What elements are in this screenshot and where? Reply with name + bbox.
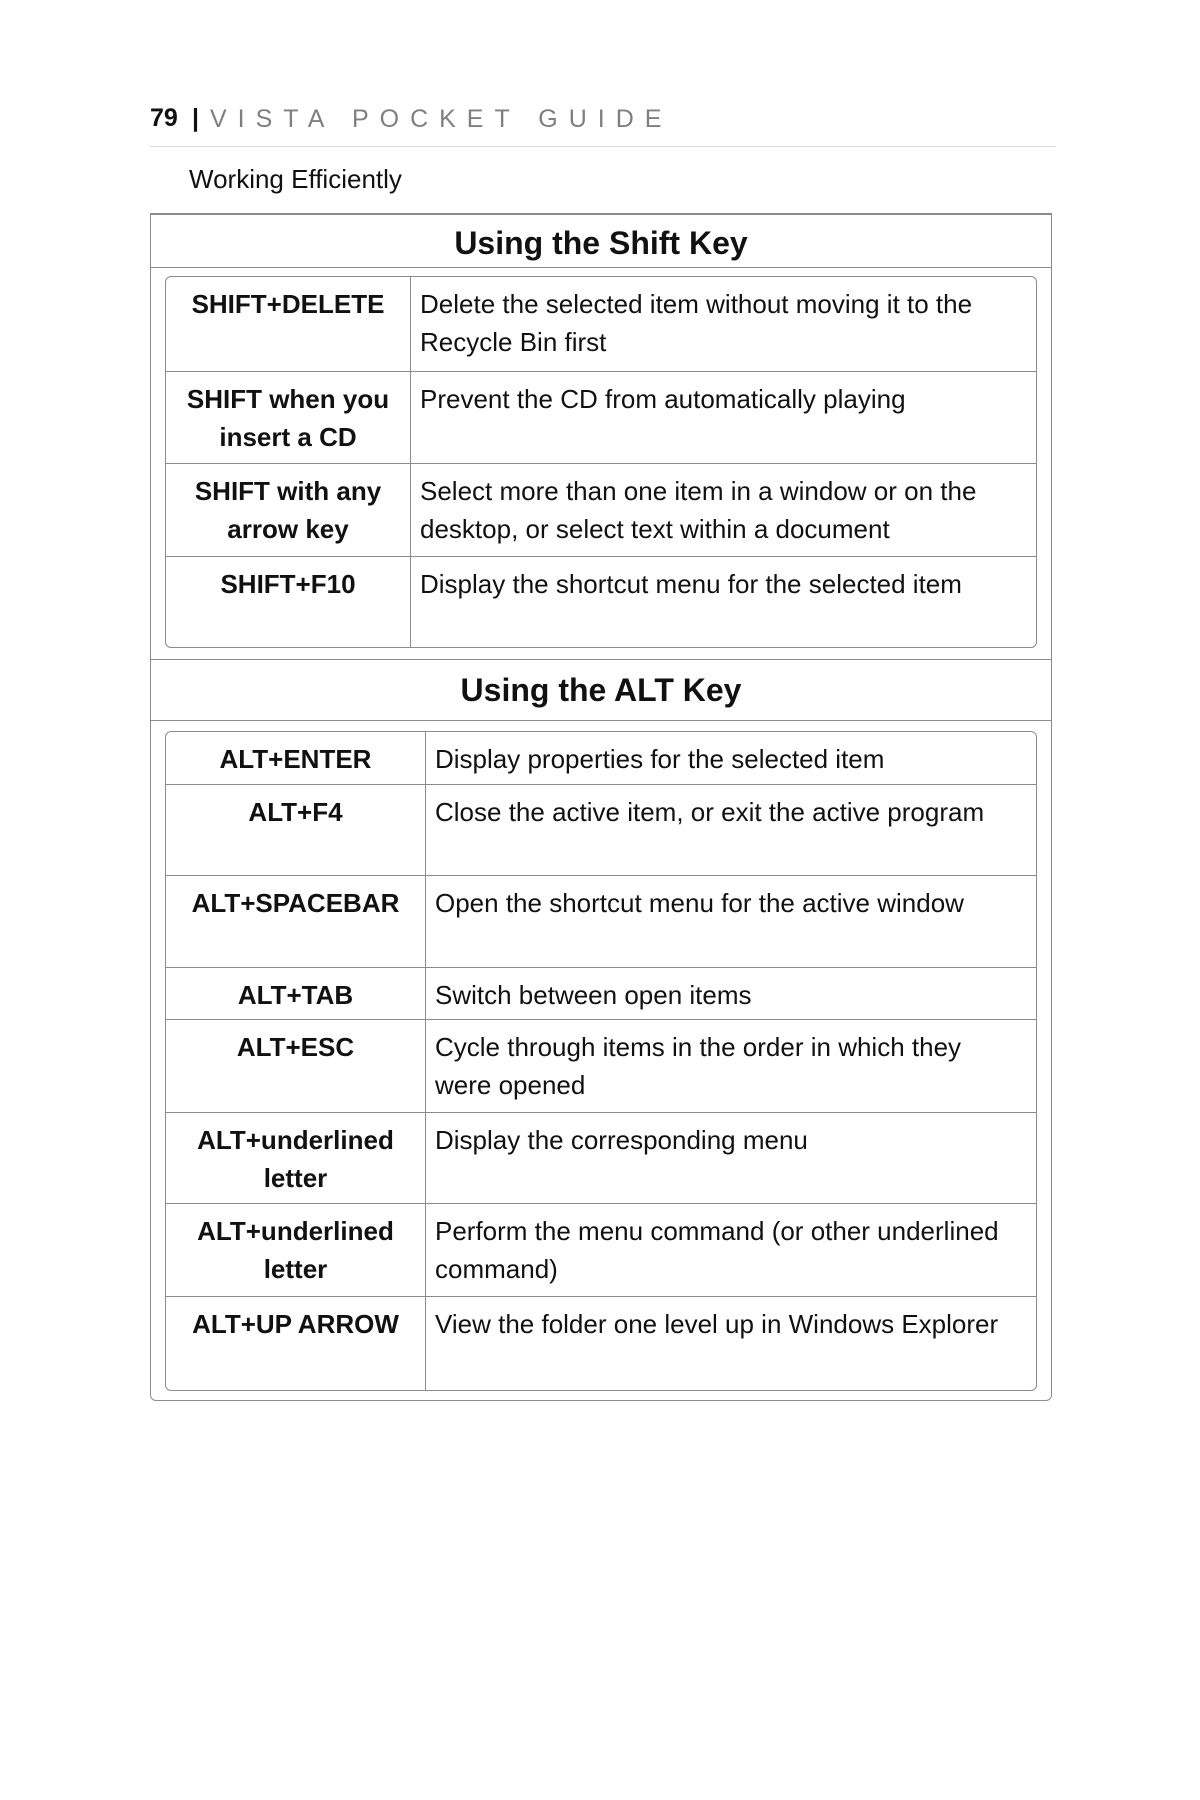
alt-section-title: Using the ALT Key: [460, 672, 742, 708]
divider: [151, 720, 1051, 721]
table-row: [166, 1019, 1036, 1112]
shortcut-description: Close the active item, or exit the active program: [425, 785, 1036, 875]
table-row: [166, 556, 1036, 648]
shortcut-description: Select more than one item in a window or on the desktop, or select text within a document: [410, 464, 1036, 556]
shortcut-key: SHIFT when you insert a CD: [186, 384, 390, 452]
divider: [151, 659, 1051, 660]
shortcut-key: ALT+underlined letter: [197, 1216, 394, 1284]
book-title: VISTA POCKET GUIDE: [210, 105, 673, 133]
page-header: [150, 100, 1056, 147]
table-row: [166, 1203, 1036, 1296]
shortcut-key: ALT+underlined letter: [197, 1125, 394, 1193]
table-row: [166, 732, 1036, 784]
shortcut-description: View the folder one level up in Windows Explorer: [425, 1297, 1036, 1391]
shortcut-key: ALT+SPACEBAR: [191, 888, 400, 918]
shift-section-title: Using the Shift Key: [454, 225, 748, 261]
shortcut-key: ALT+ESC: [236, 1032, 355, 1062]
shortcut-key: SHIFT with any arrow key: [194, 476, 382, 544]
page-number: 79: [150, 104, 178, 132]
shortcut-key: SHIFT+F10: [220, 569, 356, 599]
shortcut-description: Display the shortcut menu for the selected item: [410, 557, 1036, 648]
shortcut-key: ALT+ENTER: [219, 744, 372, 774]
shortcut-description: Cycle through items in the order in which they were opened: [425, 1020, 1036, 1112]
table-row: [166, 1296, 1036, 1391]
alt-key-table: [165, 731, 1037, 1391]
shift-key-table: [165, 276, 1037, 648]
shortcut-description: Prevent the CD from automatically playing: [410, 372, 1036, 463]
table-row: [166, 967, 1036, 1019]
table-row: [166, 1112, 1036, 1203]
shortcut-description: Switch between open items: [425, 968, 1036, 1019]
shortcut-description: Display properties for the selected item: [425, 732, 1036, 784]
shortcut-description: Perform the menu command (or other underlined command): [425, 1204, 1036, 1296]
table-row: [166, 371, 1036, 463]
shortcut-key: ALT+UP ARROW: [192, 1309, 399, 1339]
table-row: [166, 277, 1036, 371]
shortcut-description: Open the shortcut menu for the active window: [425, 876, 1036, 967]
shortcut-key: ALT+TAB: [237, 980, 354, 1010]
table-row: [166, 875, 1036, 967]
shortcut-description: Display the corresponding menu: [425, 1113, 1036, 1203]
header-separator: |: [192, 104, 199, 132]
shortcut-key: ALT+F4: [248, 797, 343, 827]
shortcut-description: Delete the selected item without moving it to the Recycle Bin first: [410, 277, 1036, 371]
section-label: Working Efficiently: [189, 164, 402, 194]
table-row: [166, 784, 1036, 875]
shortcut-tables-box: [150, 213, 1052, 1401]
table-row: [166, 463, 1036, 556]
shortcut-key: SHIFT+DELETE: [191, 289, 385, 319]
divider: [151, 267, 1051, 268]
